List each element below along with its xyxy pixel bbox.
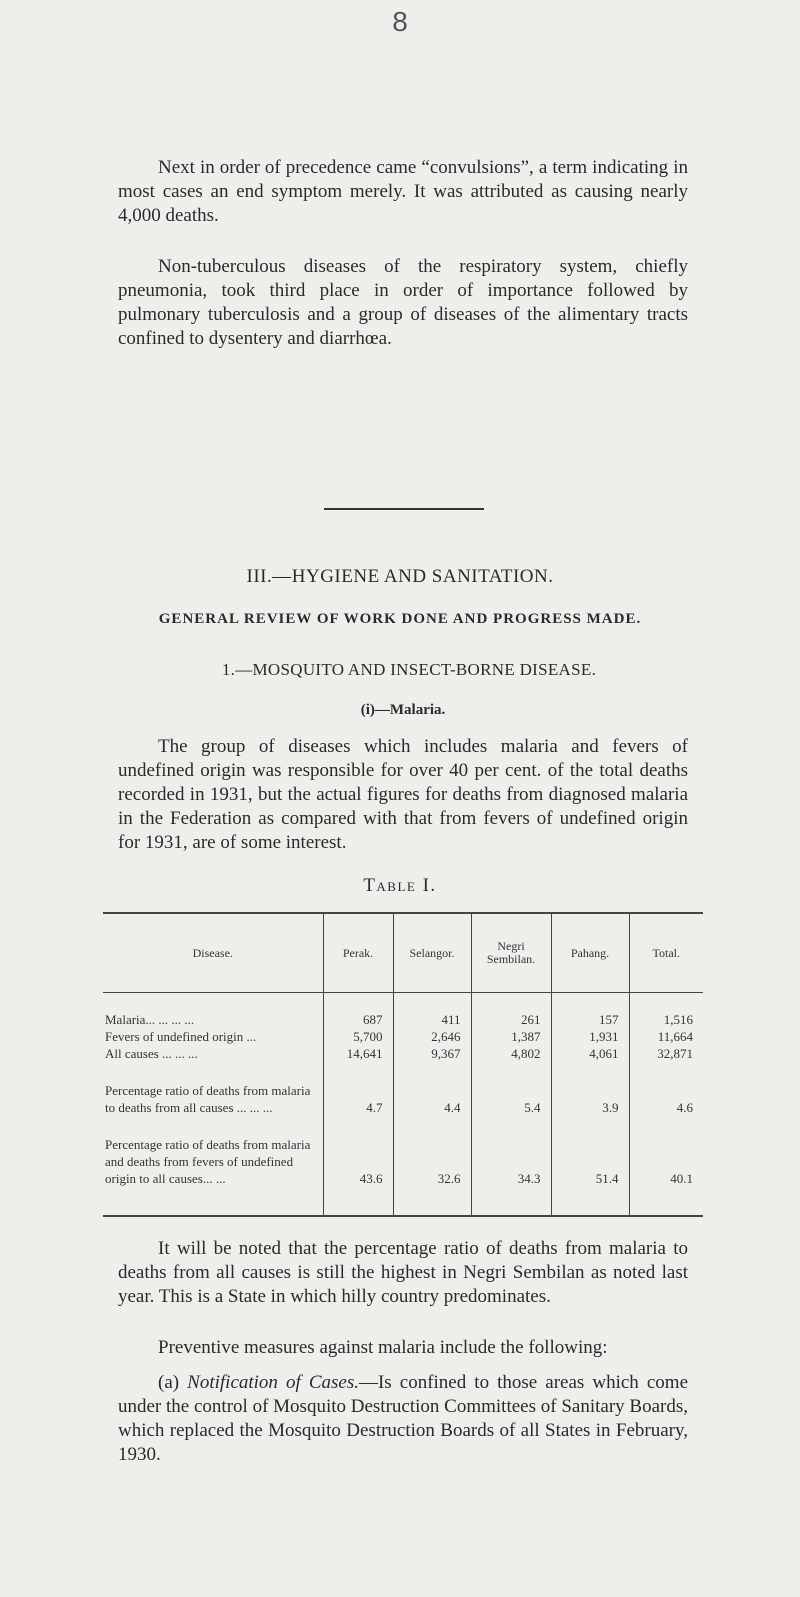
section-heading: III.—HYGIENE AND SANITATION.: [246, 566, 554, 587]
table-row: [103, 993, 703, 1029]
cell-value: 14,641: [323, 1045, 393, 1062]
cell-value: 32.6: [393, 1116, 471, 1216]
row-label: Malaria... ... ... ...: [105, 1012, 195, 1027]
table-row: [103, 1116, 703, 1216]
cell-value: 4,061: [551, 1045, 629, 1062]
general-review-heading: GENERAL REVIEW OF WORK DONE AND PROGRESS MADE.: [158, 611, 642, 627]
notification-label: (a): [158, 1372, 180, 1393]
header-selangor: Selangor.: [393, 913, 471, 993]
notification-text: —Is confined to those areas which come under the control of Mosquito Destruction Committees of Sanitary Boards, which replaced the Mosquito Destruction Boards of all States in February, 1930.: [118, 1372, 689, 1465]
header-disease: Disease.: [103, 913, 323, 993]
cell-value: 261: [471, 993, 551, 1029]
cell-value: 43.6: [323, 1116, 393, 1216]
cell-value: 5.4: [471, 1062, 551, 1116]
cell-value: 4.4: [393, 1062, 471, 1116]
header-perak: Perak.: [323, 913, 393, 993]
cell-value: 1,387: [471, 1028, 551, 1045]
cell-value: 687: [323, 993, 393, 1029]
cell-value: 34.3: [471, 1116, 551, 1216]
paragraph-malaria-group: The group of diseases which includes malaria and fevers of undefined origin was responsible for over 40 per cent. of the total deaths recorded in 1931, but the actual figures for deaths from diagnosed malaria in the Federation as compared with that from fevers of undefined origin for 1931, are of some interest.: [118, 736, 688, 853]
row-label: Percentage ratio of deaths from malaria and deaths from fevers of undefined origin to all causes... ...: [103, 1116, 323, 1216]
paragraph-negri-sembilan: It will be noted that the percentage ratio of deaths from malaria to deaths from all causes is still the highest in Negri Sembilan as noted last year. This is a State in which hilly country predominates.: [118, 1238, 688, 1307]
table-row: [103, 1062, 703, 1116]
mosquito-heading: 1.—MOSQUITO AND INSECT-BORNE DISEASE.: [221, 660, 597, 679]
cell-value: 1,931: [551, 1028, 629, 1045]
cell-value: 2,646: [393, 1028, 471, 1045]
cell-value: 411: [393, 993, 471, 1029]
cell-value: 4.7: [323, 1062, 393, 1116]
cell-value: 4.6: [629, 1062, 703, 1116]
table-header-row: [103, 913, 703, 993]
cell-value: 4,802: [471, 1045, 551, 1062]
cell-value: 157: [551, 993, 629, 1029]
row-label: Fevers of undefined origin ...: [105, 1029, 257, 1044]
cell-value: 9,367: [393, 1045, 471, 1062]
section-divider: [324, 508, 484, 510]
paragraph-preventive: Preventive measures against malaria include the following:: [158, 1337, 608, 1358]
cell-value: 11,664: [629, 1028, 703, 1045]
row-label: Percentage ratio of deaths from malaria to deaths from all causes ... ... ...: [105, 1083, 311, 1115]
table-caption: Table I.: [363, 875, 437, 896]
table-row: [103, 1045, 703, 1062]
paragraph-notification: [118, 1371, 688, 1467]
cell-value: 1,516: [629, 993, 703, 1029]
header-pahang: Pahang.: [551, 913, 629, 993]
notification-title: Notification of Cases.: [187, 1372, 359, 1393]
cell-value: 3.9: [551, 1062, 629, 1116]
mortality-table: [103, 912, 703, 1217]
cell-value: 32,871: [629, 1045, 703, 1062]
paragraph-respiratory: Non-tuberculous diseases of the respiratory system, chiefly pneumonia, took third place in order of importance followed by pulmonary tuberculosis and a group of diseases of the alimentary tracts confined to dysentery and diarrhœa.: [118, 256, 688, 349]
paragraph-convulsions: Next in order of precedence came “convulsions”, a term indicating in most cases an end symptom merely. It was attributed as causing nearly 4,000 deaths.: [118, 157, 688, 226]
cell-value: 5,700: [323, 1028, 393, 1045]
page-number: 8: [392, 6, 408, 37]
header-negri-sembilan: Negri Sembilan.: [471, 913, 551, 993]
malaria-heading: (i)—Malaria.: [360, 702, 446, 718]
cell-value: 51.4: [551, 1116, 629, 1216]
table-row: [103, 1028, 703, 1045]
header-total: Total.: [629, 913, 703, 993]
cell-value: 40.1: [629, 1116, 703, 1216]
row-label: All causes ... ... ...: [105, 1046, 198, 1061]
